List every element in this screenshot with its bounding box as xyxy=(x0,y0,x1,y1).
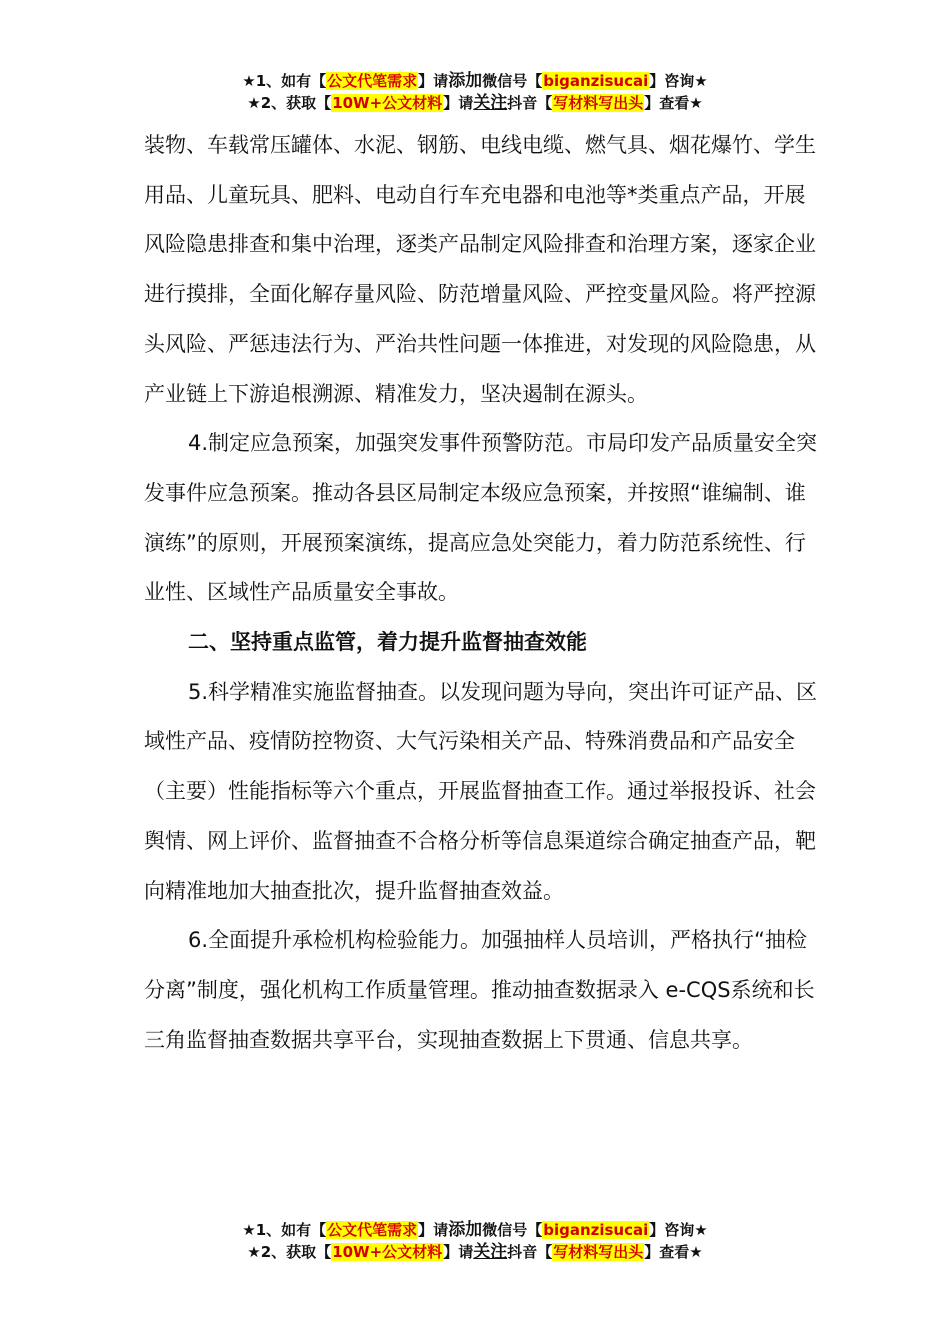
highlight-materials: 10W+公文材料 xyxy=(332,94,443,112)
banner-line-1 xyxy=(0,1219,950,1241)
highlight-douyin-account: 写材料写出头 xyxy=(553,1243,644,1261)
highlight-service: 公文代笔需求 xyxy=(327,72,418,90)
highlight-wechat-id: biganzisucai xyxy=(543,1221,649,1239)
banner-text: 1、如有【 xyxy=(255,72,327,90)
banner-text: 】请 xyxy=(443,94,474,112)
banner-text: 】查看★ xyxy=(644,1243,703,1261)
top-banner xyxy=(0,70,950,114)
banner-line-2 xyxy=(0,92,950,114)
highlight-wechat-id: biganzisucai xyxy=(543,72,649,90)
bottom-banner xyxy=(0,1219,950,1263)
highlight-douyin-account: 写材料写出头 xyxy=(553,94,644,112)
star-icon: ★ xyxy=(242,72,256,90)
paragraph-emergency-plan: 4.制定应急预案，加强突发事件预警防范。市局印发产品质量安全突发事件应急预案。推动各县区局制定本级应急预案，并按照“谁编制、谁演练”的原则，开展预案演练，提高应急处突能力，着力防范系统性、行业性、区域性产品质量安全事故。 xyxy=(144,431,818,605)
banner-text: 】查看★ xyxy=(644,94,703,112)
banner-text: 】咨询★ xyxy=(649,1221,708,1239)
banner-text: 微信号【 xyxy=(482,1221,543,1239)
banner-emphasis: 添加 xyxy=(448,71,483,91)
banner-text: 抖音【 xyxy=(507,1243,553,1261)
star-icon: ★ xyxy=(242,1221,256,1239)
paragraph-inspection-capacity: 6.全面提升承检机构检验能力。加强抽样人员培训，严格执行“抽检分离”制度，强化机构工作质量管理。推动抽查数据录入 e-CQS系统和长三角监督抽查数据共享平台，实现抽查数据上下贯通、信息共享。 xyxy=(144,928,815,1052)
banner-emphasis: 添加 xyxy=(448,1220,483,1240)
banner-text: 微信号【 xyxy=(482,72,543,90)
star-icon: ★ xyxy=(247,94,261,112)
document-body xyxy=(144,121,824,1065)
paragraph-continued: 装物、车载常压罐体、水泥、钢筋、电线电缆、燃气具、烟花爆竹、学生用品、儿童玩具、肥料、电动自行车充电器和电池等*类重点产品，开展风险隐患排查和集中治理，逐类产品制定风险排查和治理方案，逐家企业进行摸排，全面化解存量风险、防范增量风险、严控变量风险。将严控源头风险、严惩违法行为、严治共性问题一体推进，对发现的风险隐患，从产业链上下游追根溯源、精准发力，坚决遏制在源头。 xyxy=(144,133,816,406)
banner-text: 抖音【 xyxy=(507,94,553,112)
banner-line-1 xyxy=(0,70,950,92)
highlight-service: 公文代笔需求 xyxy=(327,1221,418,1239)
banner-text: 2、获取【 xyxy=(260,1243,332,1261)
banner-text: 】请 xyxy=(418,1221,449,1239)
highlight-materials: 10W+公文材料 xyxy=(332,1243,443,1261)
banner-text: 1、如有【 xyxy=(255,1221,327,1239)
section-heading: 二、坚持重点监管，着力提升监督抽查效能 xyxy=(188,630,587,655)
banner-text: 】咨询★ xyxy=(649,72,708,90)
banner-line-2 xyxy=(0,1241,950,1263)
banner-emphasis: 关注 xyxy=(473,1242,508,1262)
banner-text: 】请 xyxy=(443,1243,474,1261)
banner-text: 2、获取【 xyxy=(260,94,332,112)
banner-emphasis: 关注 xyxy=(473,93,508,113)
paragraph-spot-check: 5.科学精准实施监督抽查。以发现问题为导向，突出许可证产品、区域性产品、疫情防控物资、大气污染相关产品、特殊消费品和产品安全（主要）性能指标等六个重点，开展监督抽查工作。通过举报投诉、社会舆情、网上评价、监督抽查不合格分析等信息渠道综合确定抽查产品，靶向精准地加大抽查批次，提升监督抽查效益。 xyxy=(144,679,818,903)
star-icon: ★ xyxy=(247,1243,261,1261)
banner-text: 】请 xyxy=(418,72,449,90)
